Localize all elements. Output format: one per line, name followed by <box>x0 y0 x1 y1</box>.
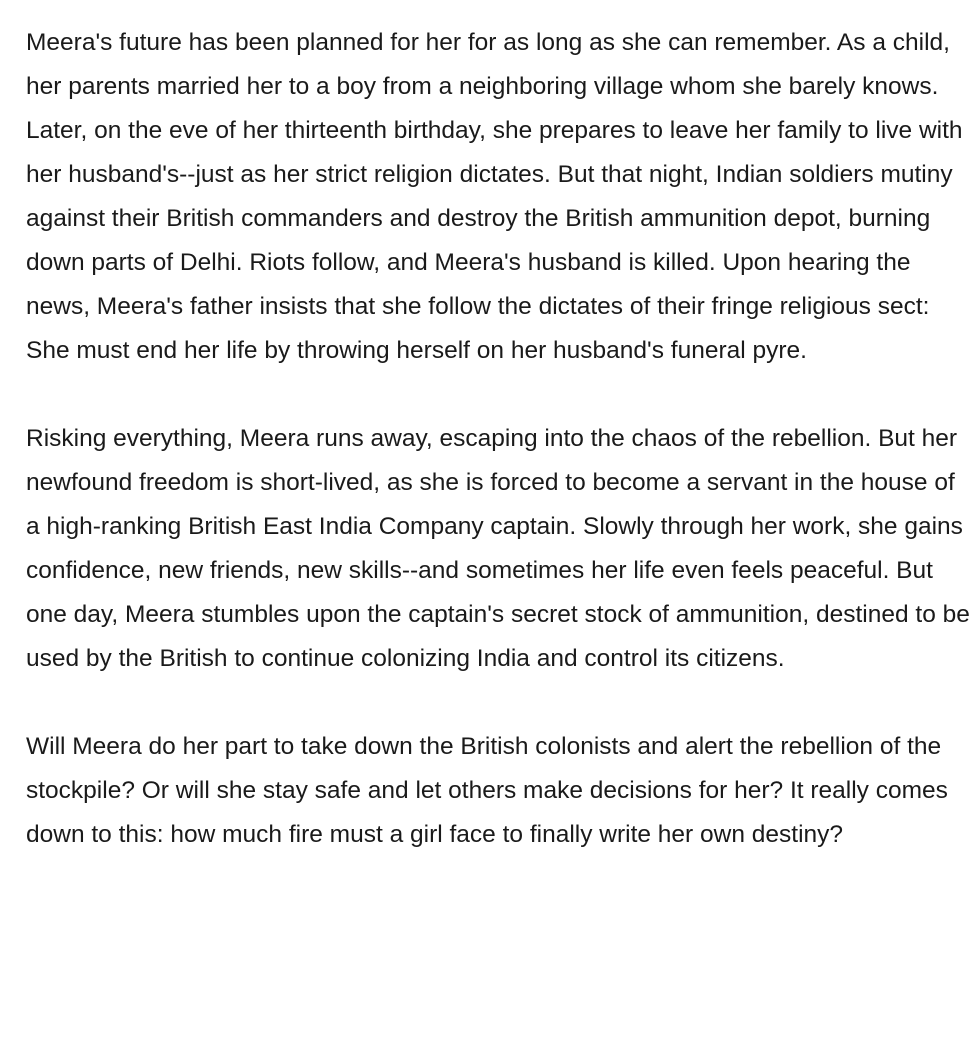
book-description <box>26 21 974 857</box>
description-paragraph-2: Risking everything, Meera runs away, escaping into the chaos of the rebellion. But her newfound freedom is short-lived, as she is forced to become a servant in the house of a high-ranking British East India Company captain. Slowly through her work, she gains confidence, new friends, new skills--and sometimes her life even feels peaceful. But one day, Meera stumbles upon the captain's secret stock of ammunition, destined to be used by the British to continue colonizing India and control its citizens. <box>26 425 970 672</box>
description-paragraph-1: Meera's future has been planned for her for as long as she can remember. As a child, her parents married her to a boy from a neighboring village whom she barely knows. Later, on the eve of her thirteenth birthday, she prepares to leave her family to live with her husband's--just as her strict religion dictates. But that night, Indian soldiers mutiny against their British commanders and destroy the British ammunition depot, burning down parts of Delhi. Riots follow, and Meera's husband is killed. Upon hearing the news, Meera's father insists that she follow the dictates of their fringe religious sect: She must end her life by throwing herself on her husband's funeral pyre. <box>26 29 963 364</box>
description-paragraph-3: Will Meera do her part to take down the British colonists and alert the rebellion of the stockpile? Or will she stay safe and let others make decisions for her? It really comes down to this: how much fire must a girl face to finally write her own destiny? <box>26 733 948 848</box>
